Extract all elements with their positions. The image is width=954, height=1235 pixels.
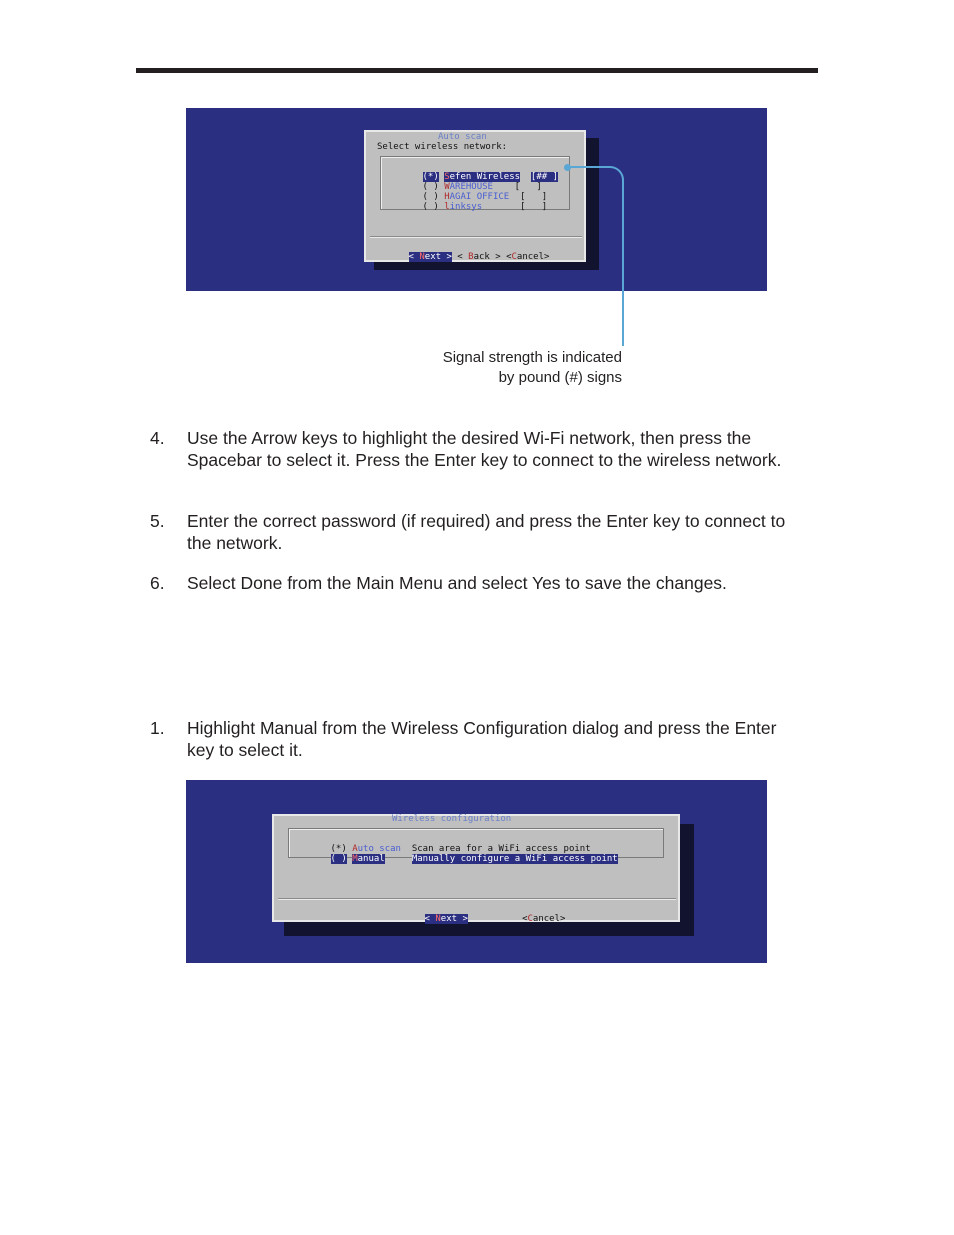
step-number: 5.: [150, 511, 165, 531]
caption-line: by pound (#) signs: [498, 369, 622, 386]
step-text: Enter the correct password (if required) and press the Enter key to connect to the network.: [187, 511, 786, 553]
network-name: AREHOUSE: [449, 182, 493, 192]
signal-strength-caption: [443, 348, 622, 388]
step-number: 1.: [150, 718, 165, 738]
network-name: AGAI OFFICE: [449, 192, 510, 202]
auto-scan-screenshot: [186, 108, 767, 291]
list-item[interactable]: [390, 192, 547, 222]
wireless-configuration-dialog: [272, 814, 680, 922]
hotkey-letter: S: [444, 172, 450, 182]
dialog-buttons: [392, 904, 565, 934]
wireless-configuration-screenshot: [186, 780, 767, 963]
caption-line: Signal strength is indicated: [442, 349, 622, 366]
step-4: [150, 428, 810, 471]
step-number: 4.: [150, 428, 165, 448]
dialog-title: Auto scan: [438, 132, 487, 142]
hotkey-letter: l: [444, 202, 450, 212]
option-name: anual: [357, 854, 385, 864]
radio-button[interactable]: ( ): [422, 202, 439, 212]
option-description: Scan area for a WiFi access point: [411, 844, 591, 854]
step-text: Highlight Manual from the Wireless Configuration dialog and press the Enter key to select it.: [187, 718, 777, 760]
dialog-buttons: [376, 242, 549, 272]
hotkey-letter: M: [352, 854, 358, 864]
list-item[interactable]: [298, 844, 618, 874]
step-number: 6.: [150, 573, 165, 593]
dialog-separator: [278, 898, 676, 900]
radio-button[interactable]: ( ): [330, 854, 347, 864]
signal-strength: [ ]: [514, 182, 542, 192]
radio-button[interactable]: ( ): [422, 192, 439, 202]
option-name: uto scan: [357, 844, 401, 854]
radio-selected[interactable]: (*): [422, 172, 439, 182]
option-description: Manually configure a WiFi access point: [411, 854, 618, 864]
auto-scan-dialog: [364, 130, 586, 262]
dialog-prompt: Select wireless network:: [377, 142, 508, 152]
dialog-title: Wireless configuration: [392, 814, 512, 824]
signal-strength: [ ]: [520, 192, 548, 202]
radio-button[interactable]: ( ): [422, 182, 439, 192]
step-text: Use the Arrow keys to highlight the desired Wi-Fi network, then press the Spacebar to select it. Press the Enter key to connect to the wireless network.: [187, 428, 782, 470]
back-button[interactable]: < Back >: [457, 252, 501, 262]
signal-strength: [## ]: [530, 172, 559, 182]
step-text: Select Done from the Main Menu and select Yes to save the changes.: [187, 573, 727, 593]
hotkey-letter: A: [352, 844, 358, 854]
step-1: [150, 718, 810, 761]
cancel-button[interactable]: <Cancel>: [506, 252, 550, 262]
dialog-separator: [370, 236, 582, 238]
step-6: [150, 573, 810, 595]
network-name: inksys: [449, 202, 483, 212]
hotkey-letter: H: [444, 192, 450, 202]
hotkey-letter: W: [444, 182, 450, 192]
next-button[interactable]: < Next >: [424, 914, 468, 924]
network-name: efen Wireless: [449, 172, 521, 182]
signal-strength: [ ]: [520, 202, 548, 212]
callout-line: [570, 166, 624, 346]
step-5: [150, 511, 810, 554]
header-rule: [136, 68, 818, 73]
next-button[interactable]: < Next >: [408, 252, 452, 262]
cancel-button[interactable]: <Cancel>: [522, 914, 566, 924]
radio-selected[interactable]: (*): [330, 844, 347, 854]
